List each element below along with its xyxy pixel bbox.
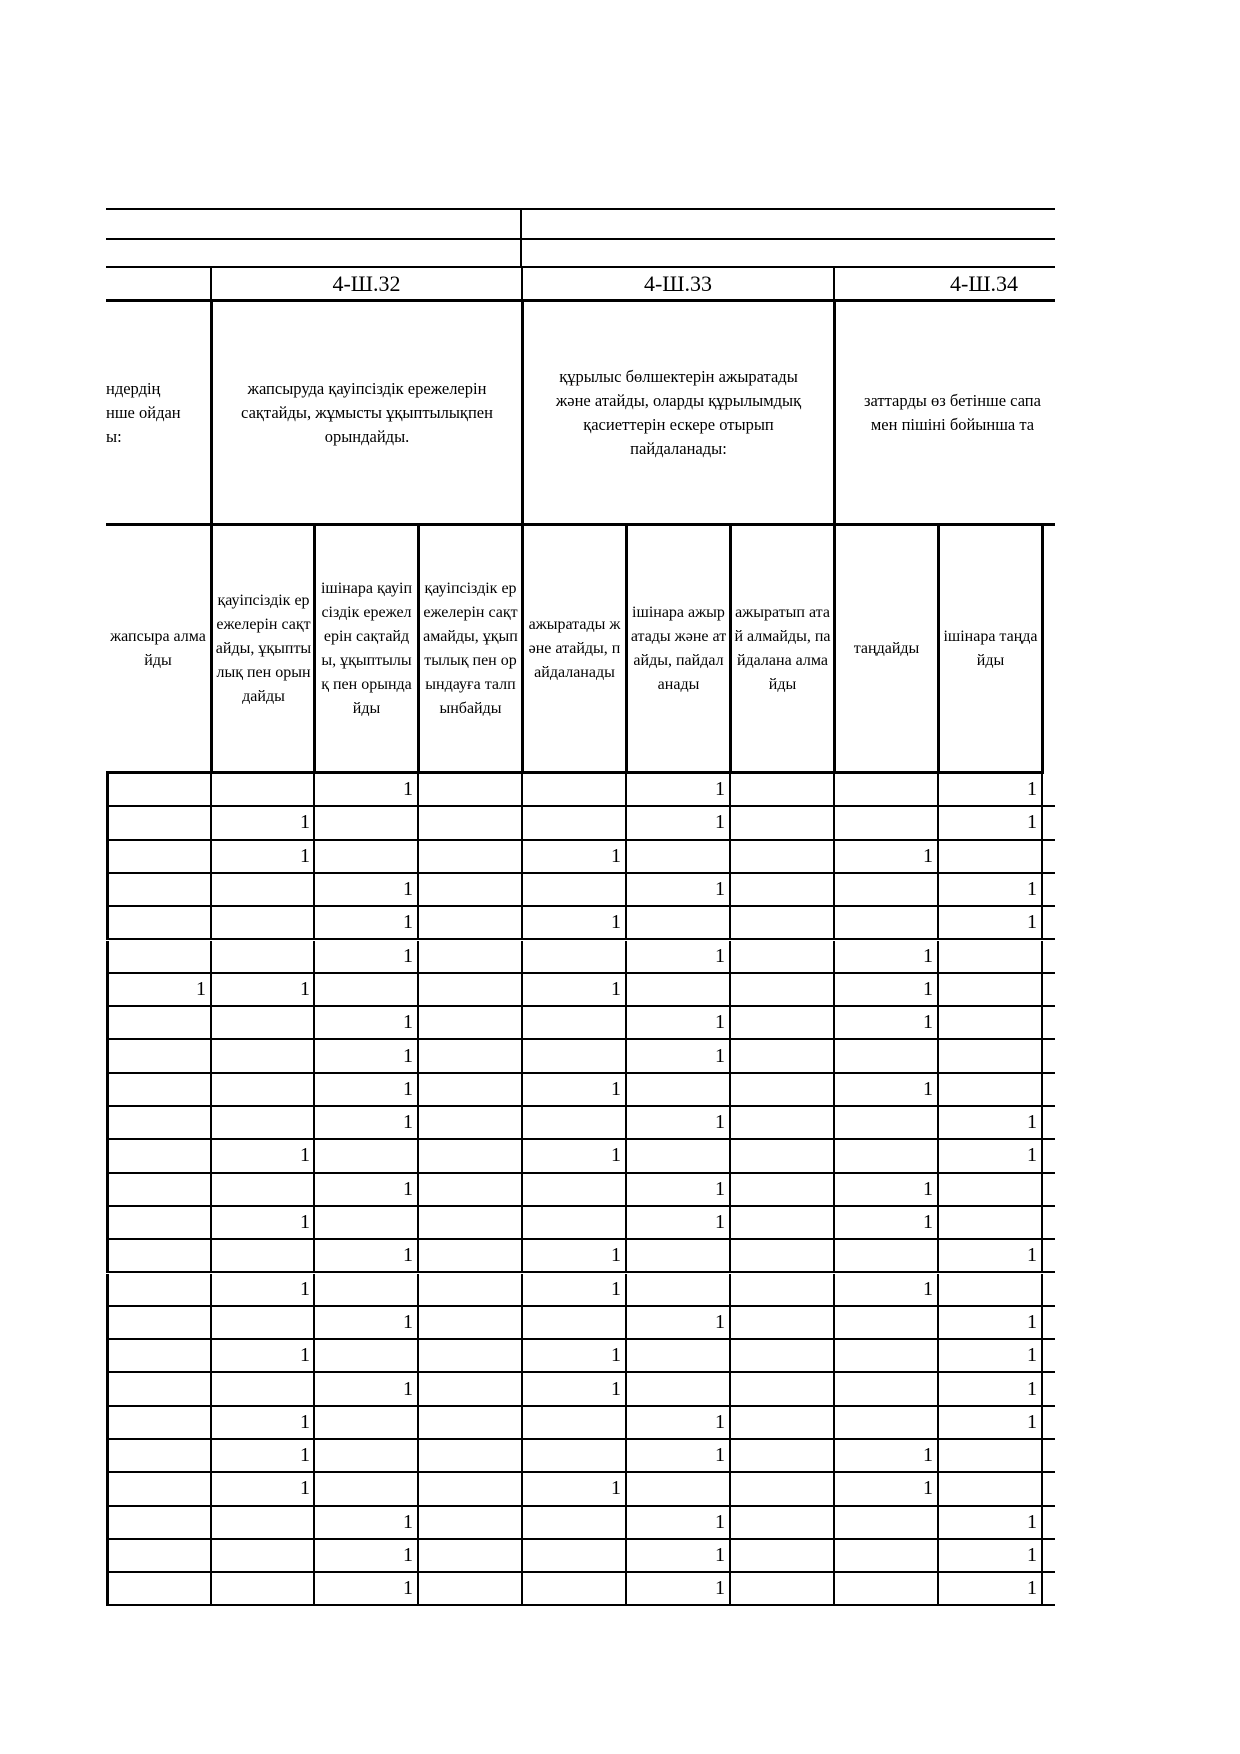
row-edge <box>1041 1240 1055 1273</box>
row-edge <box>1041 1407 1055 1440</box>
score-cell <box>417 1507 521 1540</box>
score-cell <box>625 1074 729 1107</box>
criterion-label-7: таңдайды <box>833 526 937 774</box>
score-cell: 1 <box>313 907 417 940</box>
score-cell <box>106 907 210 940</box>
score-cell <box>106 1540 210 1573</box>
score-cell <box>625 841 729 874</box>
score-cell <box>937 1274 1041 1307</box>
score-cell <box>937 1040 1041 1073</box>
score-cell <box>210 1307 314 1340</box>
row-edge <box>1041 874 1055 907</box>
score-cell <box>729 1340 833 1373</box>
row-edge <box>1041 1074 1055 1107</box>
score-cell <box>521 1174 625 1207</box>
score-cell <box>106 1440 210 1473</box>
score-cell: 1 <box>521 1240 625 1273</box>
indicator-code-0 <box>106 268 210 302</box>
score-cell <box>833 774 937 807</box>
score-cell <box>833 1507 937 1540</box>
row-edge <box>1041 1473 1055 1506</box>
header-band-left <box>106 208 520 240</box>
score-cell <box>625 907 729 940</box>
score-cell: 1 <box>937 874 1041 907</box>
score-cell: 1 <box>210 841 314 874</box>
criterion-label-5: ішінара ажыратады және атайды, пайдаланады <box>625 526 729 774</box>
score-cell <box>210 1240 314 1273</box>
row-edge <box>1041 1307 1055 1340</box>
score-cell <box>417 1473 521 1506</box>
score-cell: 1 <box>313 1507 417 1540</box>
score-cell: 1 <box>833 841 937 874</box>
score-cell: 1 <box>521 1074 625 1107</box>
score-cell: 1 <box>937 1340 1041 1373</box>
score-cell <box>833 1240 937 1273</box>
score-cell: 1 <box>625 1407 729 1440</box>
score-cell: 1 <box>937 1307 1041 1340</box>
score-cell <box>833 1573 937 1606</box>
score-cell: 1 <box>625 1174 729 1207</box>
score-cell: 1 <box>937 1240 1041 1273</box>
indicator-code-2: 4-Ш.33 <box>521 268 833 302</box>
score-cell: 1 <box>833 1007 937 1040</box>
score-cell: 1 <box>521 1274 625 1307</box>
score-cell: 1 <box>313 1040 417 1073</box>
score-cell <box>521 941 625 974</box>
score-cell <box>729 841 833 874</box>
score-cell <box>625 1373 729 1406</box>
score-cell <box>210 907 314 940</box>
score-cell: 1 <box>521 1373 625 1406</box>
row-edge <box>1041 807 1055 840</box>
score-cell: 1 <box>937 1407 1041 1440</box>
score-cell <box>521 1307 625 1340</box>
score-cell <box>417 1174 521 1207</box>
score-cell <box>937 1007 1041 1040</box>
score-cell <box>417 1573 521 1606</box>
score-cell <box>729 1407 833 1440</box>
score-cell <box>833 1407 937 1440</box>
score-cell <box>106 1007 210 1040</box>
criterion-label-0: жапсыра алмайды <box>106 526 210 774</box>
row-edge <box>1041 1373 1055 1406</box>
score-cell <box>106 1207 210 1240</box>
score-cell: 1 <box>625 1307 729 1340</box>
score-cell <box>313 1140 417 1173</box>
score-cell <box>521 807 625 840</box>
score-cell <box>417 1207 521 1240</box>
row-edge <box>1041 1573 1055 1606</box>
score-cell <box>210 1007 314 1040</box>
score-cell: 1 <box>625 1573 729 1606</box>
score-cell <box>521 1040 625 1073</box>
score-cell: 1 <box>313 1240 417 1273</box>
score-cell <box>417 774 521 807</box>
score-cell <box>417 907 521 940</box>
score-cell: 1 <box>937 1540 1041 1573</box>
score-cell: 1 <box>833 1174 937 1207</box>
score-cell <box>417 1307 521 1340</box>
score-cell: 1 <box>833 1473 937 1506</box>
score-cell <box>313 1274 417 1307</box>
score-cell <box>521 1573 625 1606</box>
score-cell <box>106 1307 210 1340</box>
score-cell <box>937 1174 1041 1207</box>
score-cell <box>625 1140 729 1173</box>
criterion-label-8: ішінара таңдайды <box>937 526 1041 774</box>
criterion-label-3: қауіпсіздік ережелерін сақтамайды, ұқыптылық пен орындауға талпынбайды <box>417 526 521 774</box>
score-cell: 1 <box>313 1307 417 1340</box>
score-cell: 1 <box>625 941 729 974</box>
score-cell <box>106 1473 210 1506</box>
score-cell <box>106 1074 210 1107</box>
score-cell <box>521 1007 625 1040</box>
score-cell <box>106 1340 210 1373</box>
row-edge <box>1041 774 1055 807</box>
score-cell <box>417 841 521 874</box>
row-edge <box>1041 941 1055 974</box>
score-cell: 1 <box>833 941 937 974</box>
score-cell: 1 <box>625 1540 729 1573</box>
indicator-description-1: жапсыруда қауіпсіздік ережелерін сақтайды, жұмысты ұқыптылықпен орындайды. <box>210 302 521 526</box>
score-cell <box>106 1407 210 1440</box>
score-cell <box>210 1074 314 1107</box>
score-cell <box>417 1107 521 1140</box>
score-cell <box>521 1207 625 1240</box>
score-cell: 1 <box>521 1473 625 1506</box>
score-cell <box>210 1107 314 1140</box>
score-cell: 1 <box>937 1107 1041 1140</box>
score-cell <box>833 1340 937 1373</box>
score-cell <box>106 1373 210 1406</box>
score-cell <box>417 807 521 840</box>
row-edge <box>1041 907 1055 940</box>
score-cell <box>833 1373 937 1406</box>
score-cell <box>313 841 417 874</box>
score-cell: 1 <box>937 1140 1041 1173</box>
score-cell <box>210 1540 314 1573</box>
score-cell <box>417 941 521 974</box>
score-cell: 1 <box>313 941 417 974</box>
score-cell <box>210 874 314 907</box>
score-cell <box>625 1473 729 1506</box>
score-cell: 1 <box>625 1107 729 1140</box>
score-cell <box>210 774 314 807</box>
score-cell: 1 <box>210 1407 314 1440</box>
score-cell: 1 <box>313 1573 417 1606</box>
row-edge <box>1041 1507 1055 1540</box>
score-cell <box>417 1274 521 1307</box>
score-cell <box>729 874 833 907</box>
score-cell <box>729 941 833 974</box>
score-cell: 1 <box>210 1440 314 1473</box>
score-cell: 1 <box>937 1507 1041 1540</box>
score-cell: 1 <box>625 807 729 840</box>
indicator-description-2: құрылыс бөлшектерін ажыратады және атайды, оларды құрылымдық қасиеттерін ескере отырып пайдаланады: <box>521 302 833 526</box>
score-cell <box>937 1207 1041 1240</box>
score-cell <box>106 1240 210 1273</box>
score-cell <box>417 1407 521 1440</box>
score-cell <box>937 941 1041 974</box>
criterion-label-2: ішінара қауіпсіздік ережелерін сақтайды, ұқыптылық пен орындайды <box>313 526 417 774</box>
score-cell: 1 <box>521 841 625 874</box>
score-cell <box>313 1473 417 1506</box>
score-cell <box>417 1007 521 1040</box>
score-cell <box>729 774 833 807</box>
score-cell: 1 <box>313 1540 417 1573</box>
score-cell: 1 <box>625 874 729 907</box>
score-cell: 1 <box>313 1107 417 1140</box>
score-cell: 1 <box>937 1373 1041 1406</box>
score-cell <box>417 1440 521 1473</box>
score-cell <box>106 1040 210 1073</box>
score-cell <box>521 1107 625 1140</box>
score-cell <box>106 1507 210 1540</box>
score-cell: 1 <box>833 1074 937 1107</box>
score-cell <box>729 1174 833 1207</box>
criterion-label-6: ажыратып атай алмайды, пайдалана алмайды <box>729 526 833 774</box>
score-cell: 1 <box>833 1274 937 1307</box>
score-cell: 1 <box>521 974 625 1007</box>
score-cell: 1 <box>210 974 314 1007</box>
score-cell: 1 <box>210 1473 314 1506</box>
score-cell <box>210 941 314 974</box>
header-band-right <box>520 208 1055 240</box>
score-cell: 1 <box>313 1373 417 1406</box>
score-cell: 1 <box>313 1074 417 1107</box>
score-cell <box>833 1040 937 1073</box>
row-edge <box>1041 1107 1055 1140</box>
score-cell <box>417 1540 521 1573</box>
score-cell <box>106 1274 210 1307</box>
score-cell <box>417 1340 521 1373</box>
score-cell: 1 <box>106 974 210 1007</box>
score-cell: 1 <box>210 1340 314 1373</box>
score-cell <box>729 1140 833 1173</box>
score-cell: 1 <box>313 874 417 907</box>
score-cell <box>210 1573 314 1606</box>
score-cell <box>729 1040 833 1073</box>
score-cell: 1 <box>210 1207 314 1240</box>
score-cell <box>521 874 625 907</box>
score-cell <box>521 1540 625 1573</box>
row-edge <box>1041 841 1055 874</box>
row-edge <box>1041 1140 1055 1173</box>
score-cell <box>106 774 210 807</box>
score-cell: 1 <box>625 1007 729 1040</box>
score-cell <box>313 1207 417 1240</box>
score-cell: 1 <box>210 807 314 840</box>
score-cell: 1 <box>937 774 1041 807</box>
score-cell <box>833 807 937 840</box>
criterion-label-1: қауіпсіздік ережелерін сақтайды, ұқыптылық пен орындайды <box>210 526 314 774</box>
score-cell <box>313 974 417 1007</box>
score-cell <box>833 1107 937 1140</box>
score-cell <box>313 807 417 840</box>
score-cell <box>625 1340 729 1373</box>
score-cell: 1 <box>313 1007 417 1040</box>
score-cell <box>937 1074 1041 1107</box>
score-cell: 1 <box>210 1140 314 1173</box>
score-cell <box>625 1274 729 1307</box>
score-cell: 1 <box>210 1274 314 1307</box>
score-cell <box>729 1240 833 1273</box>
score-cell: 1 <box>937 907 1041 940</box>
row-edge <box>1041 1274 1055 1307</box>
score-cell <box>106 1107 210 1140</box>
indicator-code-1: 4-Ш.32 <box>210 268 521 302</box>
score-cell <box>106 841 210 874</box>
score-cell <box>833 1140 937 1173</box>
score-cell <box>729 1573 833 1606</box>
score-cell <box>106 807 210 840</box>
score-cell: 1 <box>937 807 1041 840</box>
score-cell: 1 <box>833 1440 937 1473</box>
score-cell <box>729 907 833 940</box>
score-cell: 1 <box>625 774 729 807</box>
criterion-label-4: ажыратады және атайды, пайдаланады <box>521 526 625 774</box>
score-cell <box>833 907 937 940</box>
score-cell <box>729 1107 833 1140</box>
score-cell <box>417 1074 521 1107</box>
score-cell <box>106 1573 210 1606</box>
score-cell <box>729 1307 833 1340</box>
score-cell <box>625 1240 729 1273</box>
score-cell: 1 <box>313 774 417 807</box>
score-cell <box>729 1540 833 1573</box>
score-cell: 1 <box>625 1507 729 1540</box>
score-cell: 1 <box>625 1040 729 1073</box>
score-cell <box>417 1140 521 1173</box>
score-cell: 1 <box>625 1440 729 1473</box>
score-cell <box>729 1507 833 1540</box>
score-cell <box>937 1440 1041 1473</box>
score-cell <box>417 1373 521 1406</box>
score-cell <box>729 807 833 840</box>
score-cell <box>833 1307 937 1340</box>
score-cell <box>729 1207 833 1240</box>
header-band-right-2 <box>520 240 1055 268</box>
score-cell: 1 <box>313 1174 417 1207</box>
score-cell <box>417 1240 521 1273</box>
score-cell <box>729 1274 833 1307</box>
score-cell <box>833 874 937 907</box>
score-cell <box>106 941 210 974</box>
score-cell <box>210 1507 314 1540</box>
score-cell: 1 <box>833 974 937 1007</box>
score-cell <box>417 1040 521 1073</box>
score-cell: 1 <box>625 1207 729 1240</box>
score-cell <box>106 874 210 907</box>
score-cell <box>729 1074 833 1107</box>
row-edge <box>1041 1174 1055 1207</box>
score-cell <box>729 1007 833 1040</box>
score-cell <box>937 974 1041 1007</box>
row-edge <box>1041 1007 1055 1040</box>
row-edge <box>1041 1207 1055 1240</box>
score-cell <box>313 1440 417 1473</box>
score-cell: 1 <box>833 1207 937 1240</box>
score-cell: 1 <box>937 1573 1041 1606</box>
score-cell: 1 <box>521 1340 625 1373</box>
score-cell <box>313 1340 417 1373</box>
row-edge <box>1041 1040 1055 1073</box>
score-cell <box>417 974 521 1007</box>
assessment-table <box>106 208 1055 1658</box>
score-cell <box>729 1373 833 1406</box>
row-edge <box>1041 1540 1055 1573</box>
indicator-code-3: 4-Ш.34 <box>833 268 1055 302</box>
indicator-description-3: заттарды өз бетінше сапа мен пішіні бойынша та <box>833 302 1055 526</box>
score-cell <box>106 1140 210 1173</box>
score-cell <box>729 1473 833 1506</box>
indicator-description-0: ндердің нше ойдан ы: <box>106 302 210 526</box>
score-cell <box>521 774 625 807</box>
score-cell <box>210 1373 314 1406</box>
score-cell <box>521 1407 625 1440</box>
score-cell <box>833 1540 937 1573</box>
header-band-left-2 <box>106 240 520 268</box>
score-cell <box>417 874 521 907</box>
score-cell <box>313 1407 417 1440</box>
score-cell <box>210 1040 314 1073</box>
score-cell <box>729 974 833 1007</box>
score-cell <box>937 841 1041 874</box>
row-edge <box>1041 1440 1055 1473</box>
score-cell: 1 <box>521 1140 625 1173</box>
score-cell <box>521 1440 625 1473</box>
score-cell <box>729 1440 833 1473</box>
score-cell <box>937 1473 1041 1506</box>
score-cell <box>106 1174 210 1207</box>
score-cell <box>625 974 729 1007</box>
score-cell: 1 <box>521 907 625 940</box>
criteria-right-edge <box>1041 526 1055 774</box>
score-cell <box>210 1174 314 1207</box>
row-edge <box>1041 974 1055 1007</box>
score-cell <box>521 1507 625 1540</box>
row-edge <box>1041 1340 1055 1373</box>
